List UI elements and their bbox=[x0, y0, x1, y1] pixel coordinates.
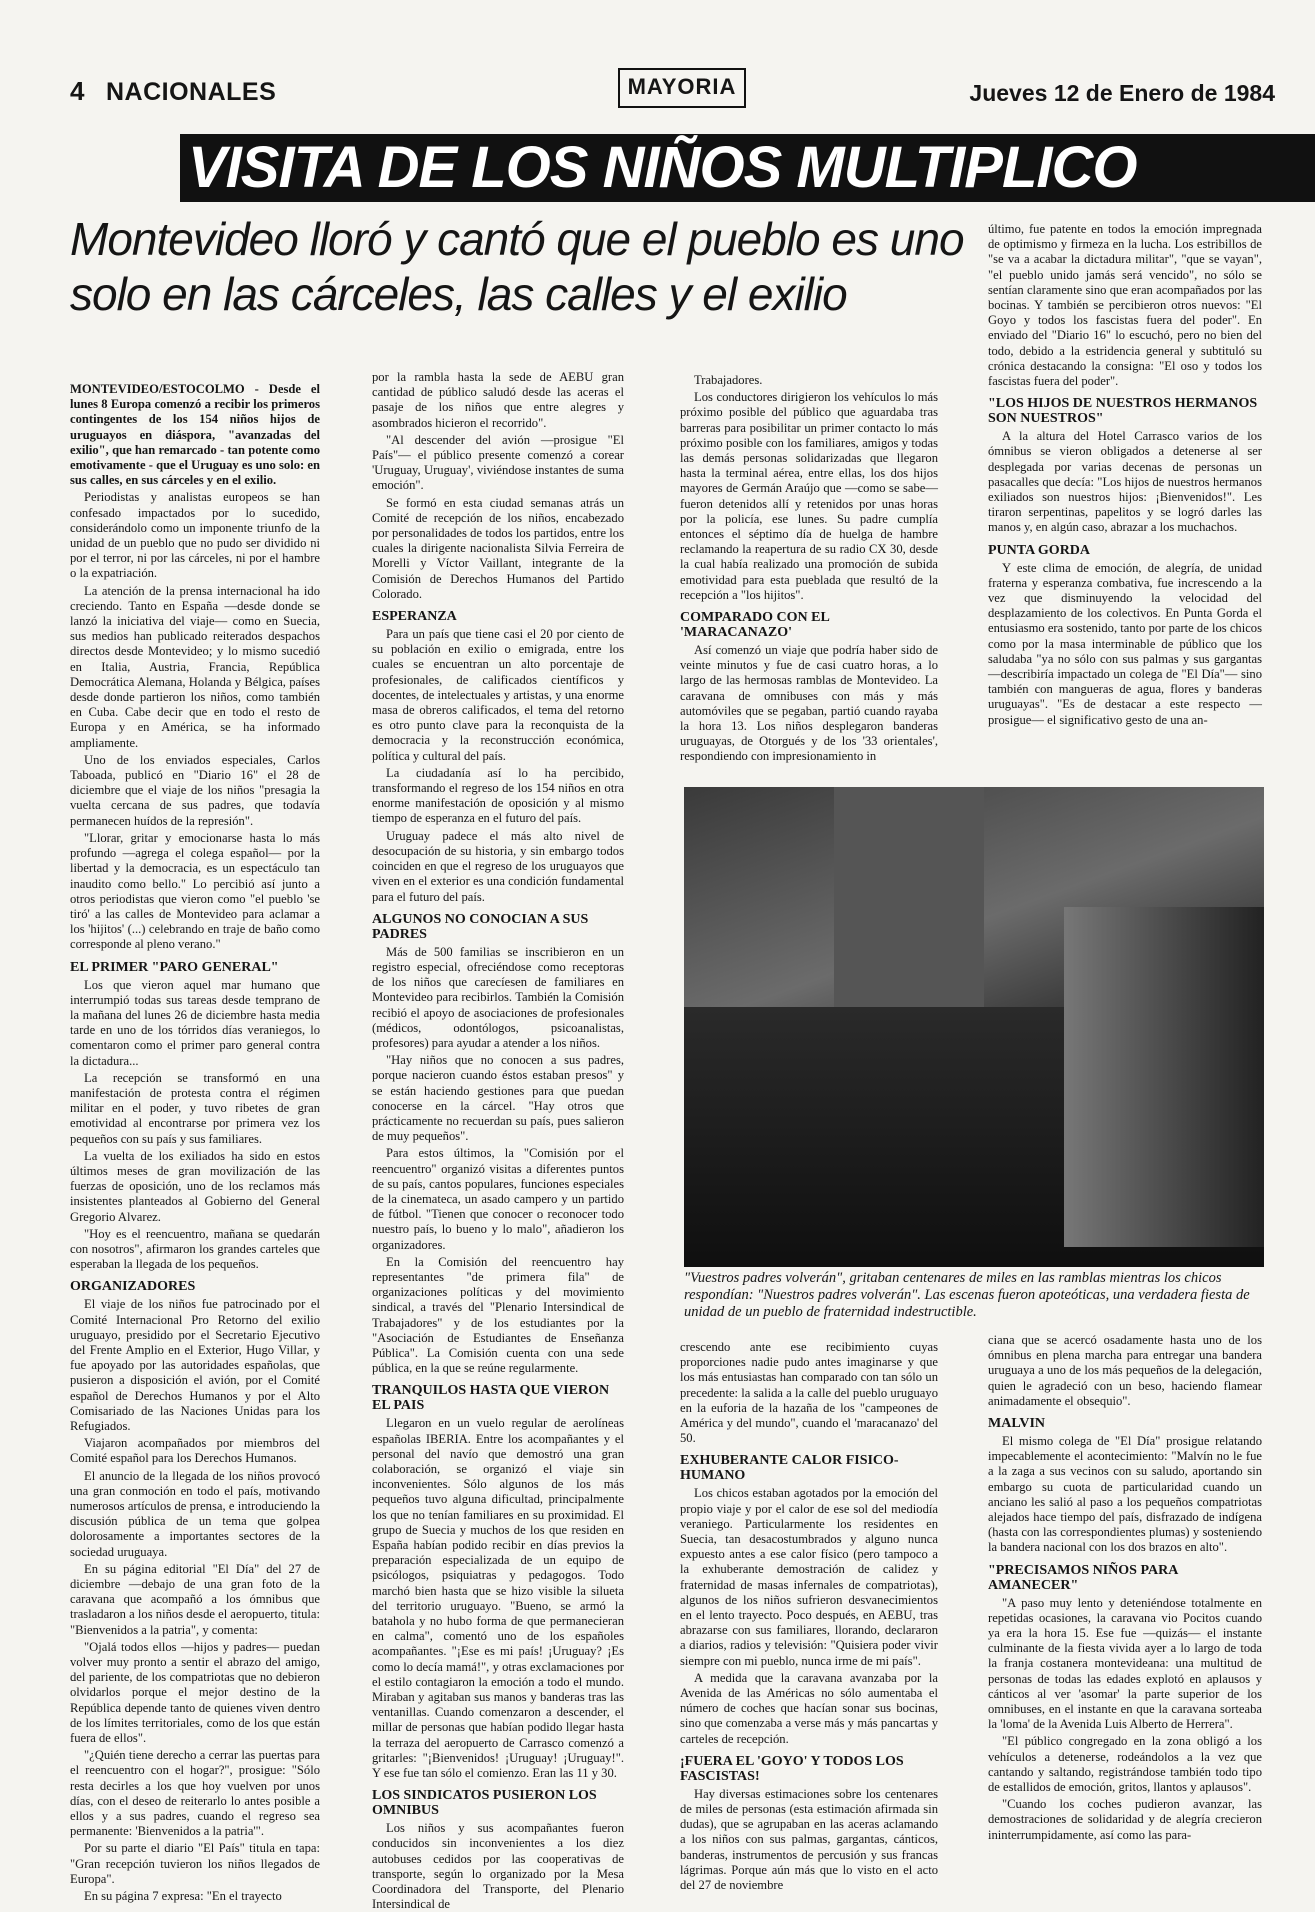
subheading: LOS SINDICATOS PUSIERON LOS OMNIBUS bbox=[372, 1788, 597, 1819]
paragraph: "Llorar, gritar y emocionarse hasta lo más profundo —agrega el colega español— por la libertad y la democracia, es un espectáculo tan inaudito como bello." Lo percibió así junto a otros periodistas que vieron como "el pueblo 'se tiró' a las calles de Montevideo para aclamar a los 'hijitos' (...) celebrando en traje de baño como corresponde al pleno verano." bbox=[70, 830, 320, 952]
paragraph: Trabajadores. bbox=[694, 373, 763, 387]
paragraph: Uno de los enviados especiales, Carlos Taboada, publicó en "Diario 16" el 28 de diciembre que el viaje de los niños "presagia la vuelta cercana de sus padres, que todavía permanecen huídos de la represión". bbox=[70, 752, 320, 828]
photo-bus bbox=[1064, 907, 1264, 1247]
newspaper-logo: MAYORIA bbox=[618, 68, 746, 108]
paragraph: El viaje de los niños fue patrocinado por el Comité Internacional Pro Retorno del exilio uruguayo, presidido por el Secretario Ejecutivo del Frente Amplio en el Exterior, Hugo Villar, y fue apoyado por las autoridades españolas, que pusieron a disposición el avión, por el Comité español de Derechos Humanos y por el Alto Comisariado de las Naciones Unidas para los Refugiados. bbox=[70, 1297, 320, 1433]
paragraph: "El público congregado en la zona obligó a los vehículos a detenerse, rodeándolos a la vez que cantando y saltando, registrándose también todo tipo de estallidos de emoción, gritos, llantos y aplausos". bbox=[988, 1734, 1262, 1795]
paragraph: A la altura del Hotel Carrasco varios de los ómnibus se vieron obligados a detenerse al ser desplegada por varias decenas de personas un pasacalles que decía: "Los hijos de nuestros hermanos exiliados son nuestros hijos: ¡Bienvenidos!". Les tiraron serpentinas, papelitos y se logró darles las manos y, en algún caso, abrazar a los muchachos. bbox=[988, 429, 1262, 535]
paragraph: La ciudadanía así lo ha percibido, transformando el regreso de los 154 niños en otra enorme manifestación de oposición y al mismo tiempo de esperanza en el futuro del país. bbox=[372, 765, 624, 826]
paragraph: Así comenzó un viaje que podría haber sido de veinte minutos y fue de casi cuatro horas, a lo largo de las hermosas ramblas de Montevideo. La caravana de omnibuses con más y más automóviles que se pegaban, partió cuando rayaba la hora 13. Los niños desplegaron banderas uruguayas, de Otorgués y de los '33 orientales', respondiendo con impresionamiento in bbox=[680, 643, 938, 764]
paragraph: "Hay niños que no conocen a sus padres, porque nacieron cuando éstos estaban presos" y se están haciendo gestiones para que puedan conocerse en la cárcel. "Hay otros que prácticamente no recuerdan su país, pues salieron de muy pequeños". bbox=[372, 1053, 624, 1144]
paragraph: Y este clima de emoción, de alegría, de unidad fraterna y esperanza combativa, fue increscendo a la vez que disminuyendo la velocidad del desplazamiento de los colectivos. En Punta Gorda el entusiasmo era sostenido, tanto por parte de los chicos como por la masa interminable de público que los saludaba "ya no sólo con sus palmas y sus gargantas —describiría impactado un colega de "El Día"— sino también con mangueras de agua, flores y banderas uruguayas". "Es de destacar a este respecto —prosigue— el significativo gesto de una an- bbox=[988, 560, 1262, 727]
article-column-2 bbox=[372, 370, 624, 1912]
paragraph: Más de 500 familias se inscribieron en un registro especial, ofreciéndose como receptoras de los niños que carecíesen de familiares en Montevideo para recibirlos. También la Comisión recibió el apoyo de asociaciones de profesionales (médicos, odontólogos, psicoanalistas, profesores) para ayudar a atender a los niños. bbox=[372, 944, 624, 1050]
subheading: ESPERANZA bbox=[372, 609, 457, 625]
article-column-4-top bbox=[988, 222, 1262, 786]
paragraph: Los niños y sus acompañantes fueron conducidos sin inconvenientes a los diez autobuses cedidos por las cooperativas de transporte, según lo organizado por la Mesa Coordinadora del Transporte, del Plenario Intersindical de bbox=[372, 1821, 624, 1912]
paragraph: Para estos últimos, la "Comisión por el reencuentro" organizó visitas a diferentes puntos de su país, cantos populares, funciones especiales de la cinemateca, un asado campero y un partido de fútbol. "Tienen que conocer o reconocer todo nuestro país, lo bueno y lo malo", añadieron los organizadores. bbox=[372, 1146, 624, 1252]
paragraph: "A paso muy lento y deteniéndose totalmente en repetidas ocasiones, la caravana vio Pocitos cuando ya era la hora 15. Ese fue —quizás— el instante culminante de la fiesta vivida ayer a lo largo de toda la franja costanera montevideana: una multitud de personas de todas las edades explotó en aplausos y cánticos al ver 'asomar' la parte superior de los omnibuses, en el instante en que la caravana sorteaba la 'loma' de la Avenida Luis Alberto de Herrera". bbox=[988, 1595, 1262, 1732]
paragraph: El mismo colega de "El Día" prosigue relatando impecablemente el acontecimiento: "Malvín no le fue a la zaga a sus vecinos con su saludo, aportando sin embargo su cuota de particularidad cuando un anciano les salió al paso a los pequeños compatriotas alejados hace tiempo del país, disfrazado de indígena (hasta con las correspondientes plumas) y sosteniendo la bandera nacional con los dos brazos en alto". bbox=[988, 1434, 1262, 1555]
paragraph: último, fue patente en todos la emoción impregnada de optimismo y firmeza en la lucha. Los estribillos de "se va a acabar la dictadura militar", "que se vayan", "el pueblo unido jamás será vencido", no sólo se sentían claramente sino que eran acompañados por las bocinas. Y también se percibieron otros nuevos: "El Goyo y todos los fascistas fuera del poder". En enviado del "Diario 16" lo escuchó, pero no bien del todo, debido a la estridencia general y subtituló su crónica destacando la consigna: "El oso y todos los fascistas fuera del poder". bbox=[988, 222, 1262, 389]
paragraph: A medida que la caravana avanzaba por la Avenida de las Américas no sólo aumentaba el número de coches que hacían sonar sus bocinas, sino que comenzaba a verse más y más pancartas y carteles de recepción. bbox=[680, 1670, 938, 1746]
paragraph: En la Comisión del reencuentro hay representantes "de primera fila" de organizaciones políticas y del movimiento sindical, a través del "Plenario Intersindical de Trabajadores" y de los estudiantes por la "Asociación de Estudiantes de Enseñanza Pública". La Comisión cuenta con una sede pública, en la que se reúne regularmente. bbox=[372, 1254, 624, 1376]
headline: Montevideo lloró y cantó que el pueblo es uno solo en las cárceles, las calles y el exilio bbox=[70, 213, 964, 320]
photo-building bbox=[834, 787, 984, 1027]
subheading: ALGUNOS NO CONOCIAN A SUS PADRES bbox=[372, 911, 589, 942]
subheading: COMPARADO CON EL 'MARACANAZO' bbox=[680, 610, 830, 641]
article-column-3-bottom bbox=[680, 1340, 938, 1893]
subheading: PUNTA GORDA bbox=[988, 542, 1091, 558]
paragraph: En su página 7 expresa: "En el trayecto bbox=[84, 1889, 282, 1904]
subheading: EXHUBERANTE CALOR FISICO-HUMANO bbox=[680, 1453, 899, 1484]
subheading: ¡FUERA EL 'GOYO' Y TODOS LOS FASCISTAS! bbox=[680, 1753, 904, 1784]
paragraph: En su página editorial "El Día" del 27 de diciembre —debajo de una gran foto de la caravana que acompañó a los ómnibus que trasladaron a los niños desde el aeropuerto, titula: "Bienvenidos a la patria", y comenta: bbox=[70, 1561, 320, 1637]
subheading: MALVIN bbox=[988, 1416, 1046, 1432]
subheading: TRANQUILOS HASTA QUE VIERON EL PAIS bbox=[372, 1383, 610, 1414]
paragraph: La atención de la prensa internacional ha ido creciendo. Tanto en España —desde donde se lanzó la iniciativa del viaje— como en Suecia, sus medios han publicado reiterados despachos directos desde Montevideo; y lo mismo sucedió en Italia, Austria, Francia, República Democrática Alemana, Holanda y Bélgica, países desde donde partieron los niños, como también en Cuba. Cabe decir que en todo el resto de Europa y en América, se ha informado ampliamente. bbox=[70, 583, 320, 750]
paragraph: Los que vieron aquel mar humano que interrumpió todas sus tareas desde temprano de la mañana del lunes 26 de diciembre hasta media tarde en uno de los tórridos días veraniegos, lo comentaron como el primer paro general contra la dictadura... bbox=[70, 977, 320, 1068]
lead-paragraph: MONTEVIDEO/ESTOCOLMO - Desde el lunes 8 Europa comenzó a recibir los primeros contingentes de los 154 niños hijos de uruguayos en diáspora, "avanzadas del exilio", que han remarcado - tan potente como emotivamente - que el Uruguay es uno solo: en sus calles, en sus cárceles y en el exilio. bbox=[70, 382, 320, 488]
paragraph: La vuelta de los exiliados ha sido en estos últimos meses de gran movilización de las fuerzas de oposición, uno de los reclamos más insistentes planteados al Gobierno del General Gregorio Alvarez. bbox=[70, 1148, 320, 1224]
paragraph: Uruguay padece el más alto nivel de desocupación de su historia, y sin embargo todos coinciden en que el regreso de los uruguayos que viven en el exterior es una condición fundamental para el futuro del país. bbox=[372, 828, 624, 904]
subheading: EL PRIMER "PARO GENERAL" bbox=[70, 959, 279, 975]
paragraph: Periodistas y analistas europeos se han confesado impactados por lo sucedido, considerándolo como un imponente triunfo de la unidad de un pueblo que no pudo ser dividido ni por el terror, ni por las cárceles, ni por el hambre o la expatriación. bbox=[70, 490, 320, 581]
paragraph: Llegaron en un vuelo regular de aerolíneas españolas IBERIA. Entre los acompañantes y el personal del navío que demostró una gran colaboración, se organizó el viaje sin inconvenientes. Sólo algunos de los más pequeños tuvo alguna dificultad, principalmente los que no tenían familiares en su proximidad. El grupo de Suecia y muchos de los que residen en España habían podido recibir en días previos la preparación especializada de un equipo de psicólogos, psiquiatras y pedagogos. Todo marchó bien hasta que se hizo visible la silueta del territorio uruguayo. "Bueno, se armó la batahola y no hubo forma de que permanecieran en calma", comentó uno de los españoles acompañantes. "¡Ese es mi país! ¡Uruguay? ¡Es como lo decía mamá!", y otras exclamaciones por el estilo contagiaron la emoción a todo el mundo. Miraban y agitaban sus manos y banderas tras las ventanillas. Cuando comenzaron a descender, el millar de personas que habían podido llegar hasta la terraza del aeropuerto de Carrasco comenzó a gritarles: "¡Bienvenidos! ¡Uruguay! ¡Uruguay!". Y ese fue tan sólo el comienzo. Eran las 11 y 30. bbox=[372, 1416, 624, 1781]
paragraph: "¿Quién tiene derecho a cerrar las puertas para el reencuentro con el hogar?", prosigue: "Sólo resta decirles a los que hoy vuelven por unos días, con el deseo de reiterarlo lo antes posible a ellos y a sus padres, cuando el regreso sea permanente: 'Bienvenidos a la patria'". bbox=[70, 1748, 320, 1839]
paragraph: Los conductores dirigieron los vehículos lo más próximo posible del público que aguardaba tras barreras para posibilitar un primer contacto lo más próximo posible con los familiares, amigos y todas las demás personas solidarizadas que llegaron hasta la terminal aérea, entre ellas, los dos hijos mayores de Germán Araújo que —como se sabe— fueron detenidos allí y retenidos por unas horas por la policía, ese lunes. Su padre cumplía entonces el séptimo día de huelga de hambre reclamando la reapertura de su radio CX 30, desde la cual había realizado una promoción de subida emotividad para esta pueblada que resultó de la recepción a "los hijitos". bbox=[680, 390, 938, 602]
paragraph: "Ojalá todos ellos —hijos y padres— puedan volver muy pronto a sentir el abrazo del amigo, del pariente, de los compatriotas que no debieron olvidarlos porque el mejor destino de la República depende tanto de quienes viven dentro de los límites territoriales, como de los que están fuera de ellos". bbox=[70, 1639, 320, 1746]
news-photo bbox=[684, 787, 1264, 1265]
paragraph: "Al descender del avión —prosigue "El País"— el público presente comenzó a corear 'Uruguay, Uruguay', viviéndose instantes de suma emoción". bbox=[372, 432, 624, 493]
paragraph: Por su parte el diario "El País" titula en tapa: "Gran recepción tuvieron los niños llegados de Europa". bbox=[70, 1841, 320, 1886]
paragraph: Se formó en esta ciudad semanas atrás un Comité de recepción de los niños, encabezado por personalidades de todos los partidos, entre los cuales la dirigente nacionalista Silvia Ferreira de Morelli y Víctor Vaillant, integrante de la Comisión de Derechos Humanos del Partido Colorado. bbox=[372, 495, 624, 601]
paragraph: "Cuando los coches pudieron avanzar, las demostraciones de solidaridad y de alegría crecieron ininterrumpidamente, así como las para- bbox=[988, 1797, 1262, 1842]
paragraph: crescendo ante ese recibimiento cuyas proporciones nadie pudo antes imaginarse y que los más entusiastas han comparado con tan sólo un precedente: la salida a la calle del pueblo uruguayo en la euforia de la hazaña de los "campeones de América y del mundo", cuando el 'maracanazo' del 50. bbox=[680, 1340, 938, 1446]
subheading: ORGANIZADORES bbox=[70, 1279, 196, 1295]
paragraph: Viajaron acompañados por miembros del Comité español para los Derechos Humanos. bbox=[70, 1436, 320, 1466]
section-name: NACIONALES bbox=[106, 78, 277, 106]
paragraph: El anuncio de la llegada de los niños provocó una gran conmoción en todo el país, motivando numerosos artículos de prensa, e introduciendo la discusión pública de un tema que golpea dolorosamente a importantes sectores de la sociedad uruguaya. bbox=[70, 1468, 320, 1559]
paragraph: ciana que se acercó osadamente hasta uno de los ómnibus en plena marcha para entregar una bandera uruguaya a uno de los más pequeños de la delegación, quien le agradeció con un beso, haciendo flamear animadamente el obsequio". bbox=[988, 1333, 1262, 1408]
paragraph: por la rambla hasta la sede de AEBU gran cantidad de público saludó desde las aceras el pasaje de los niños que entre alegres y asombrados hicieron el recorrido". bbox=[372, 370, 624, 430]
page-number: 4 bbox=[70, 76, 85, 106]
article-column-4-bottom bbox=[988, 1333, 1262, 1880]
paragraph: "Hoy es el reencuentro, mañana se quedarán con nosotros", afirmaron los grandes carteles que esperaban la llegada de los pequeños. bbox=[70, 1226, 320, 1272]
paragraph: Los chicos estaban agotados por la emoción del propio viaje y por el calor de ese sol del mediodía veraniego. Particularmente los residentes en Suecia, tan desacostumbrados y alguno nunca expuesto antes a ese calor físico (pero tampoco a la exhuberante demostración de calidez y fraternidad de masas infernales de compatriotas), algunos de los niños sufrieron desvanecimientos en el lento trayecto. Poco después, en AEBU, tras abrazarse con sus familiares, llorando, declararon a diarios, radios y televisión: "Quisiera poder vivir siempre con mi pueblo, nunca irme de mi país". bbox=[680, 1486, 938, 1668]
paragraph: La recepción se transformó en una manifestación de protesta contra el régimen militar en el poder, y tuvo ribetes de gran emotividad al encontrarse por primera vez los pequeños con su país y sus familiares. bbox=[70, 1070, 320, 1146]
subheading: "LOS HIJOS DE NUESTROS HERMANOS SON NUESTROS" bbox=[988, 396, 1258, 427]
photo-caption: "Vuestros padres volverán", gritaban centenares de miles en las ramblas mientras los chicos respondían: "Nuestros padres volverán". Las escenas fueron apoteóticas, una verdadera fiesta de unidad de un pueblo de fraternidad indestructible. bbox=[684, 1270, 1250, 1320]
paragraph: Para un país que tiene casi el 20 por ciento de su población en exilio o emigrada, entre los cuales se encuentran un alto porcentaje de profesionales, de calificados científicos y docentes, de intelectuales y artistas, y una enorme masa de obreros calificados, el tema del retorno es otro punto clave para la reconquista de la democracia y la reconstrucción económica, política y cultural del país. bbox=[372, 627, 624, 763]
paragraph: Hay diversas estimaciones sobre los centenares de miles de personas (esta estimación afirmada sin dudas), que se agrupaban en las aceras aclamando a los niños con sus palmas, gargantas, cánticos, banderas, instrumentos de percusión y sus francas lágrimas. Porque aún más que lo visto en el acto del 27 de noviembre bbox=[680, 1786, 938, 1893]
article-column-1 bbox=[70, 382, 320, 1904]
issue-date: Jueves 12 de Enero de 1984 bbox=[969, 80, 1275, 106]
page-header bbox=[70, 76, 1275, 112]
subheading: "PRECISAMOS NIÑOS PARA AMANECER" bbox=[988, 1562, 1178, 1593]
article-column-3-top bbox=[680, 373, 938, 786]
banner-title: VISITA DE LOS NIÑOS MULTIPLICO bbox=[180, 134, 1315, 202]
